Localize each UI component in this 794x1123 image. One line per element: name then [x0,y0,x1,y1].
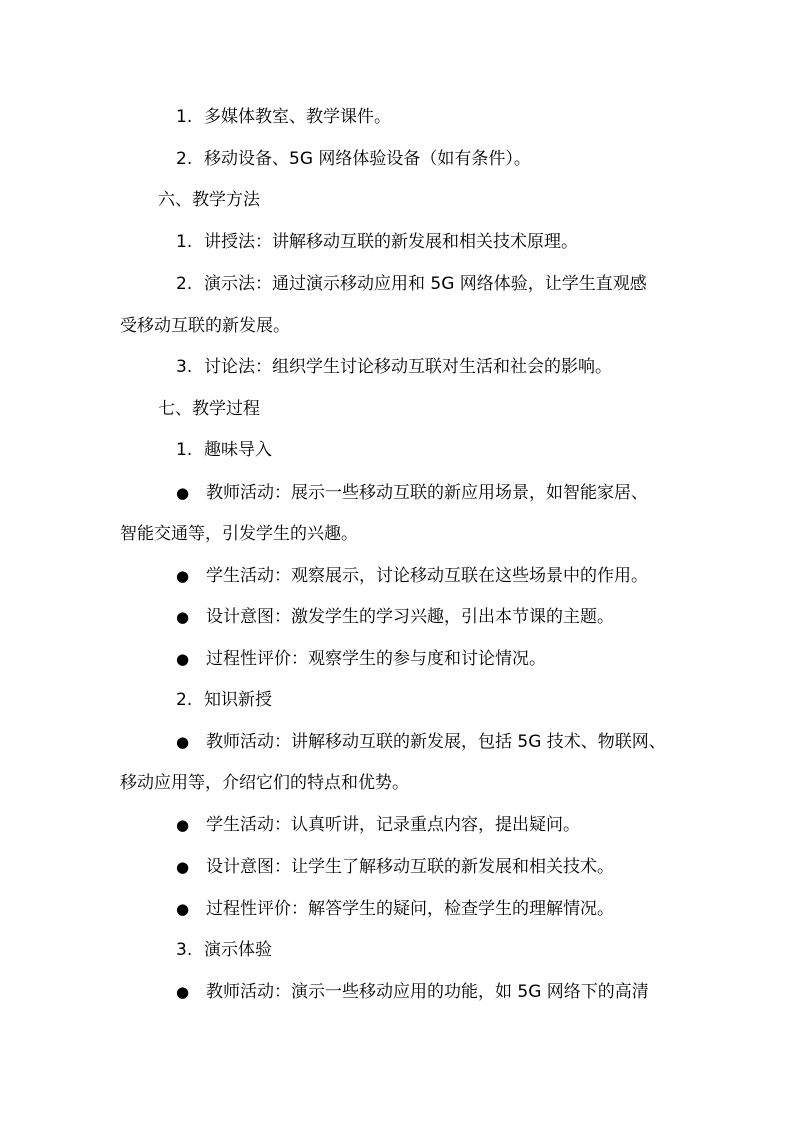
bullet-icon: ● [176,733,190,751]
bullet-icon: ● [176,608,190,626]
bullet-icon: ● [176,816,190,834]
item-number: 1. [176,440,193,460]
continuation-line: 移动应用等，介绍它们的特点和优势。 [120,773,409,793]
continuation-line: 受移动互联的新发展。 [120,316,290,336]
bullet-item [0,978,794,1006]
item-number: 3. [176,940,193,960]
list-item-process-3 [0,936,794,964]
bullet-item [0,853,794,881]
item-text: 多媒体教室、教学课件。 [204,107,391,127]
item-text: 知识新授 [204,690,272,710]
item-text: 教师活动：演示一些移动应用的功能，如 5G 网络下的高清 [206,982,649,1002]
item-text: 设计意图：让学生了解移动互联的新发展和相关技术。 [206,857,614,877]
list-item-method-3 [0,353,794,381]
item-text: 演示体验 [204,940,272,960]
section-heading-teaching-process: 七、教学过程 [158,399,260,419]
bullet-item [0,895,794,923]
bullet-item [0,728,794,756]
item-text: 演示法：通过演示移动应用和 5G 网络体验，让学生直观感 [204,274,647,294]
item-number: 2. [176,274,193,294]
list-item-process-1 [0,436,794,464]
item-text: 讲授法：讲解移动互联的新发展和相关技术原理。 [204,232,578,252]
bullet-icon: ● [176,983,190,1001]
bullet-item [0,479,794,507]
item-text: 学生活动：观察展示，讨论移动互联在这些场景中的作用。 [206,566,648,586]
bullet-item [0,645,794,673]
item-text: 教师活动：讲解移动互联的新发展，包括 5G 技术、物联网、 [206,732,666,752]
bullet-item [0,562,794,590]
item-text: 设计意图：激发学生的学习兴趣，引出本节课的主题。 [206,607,614,627]
list-item-process-2 [0,686,794,714]
section-heading-teaching-methods: 六、教学方法 [158,190,260,210]
item-text: 过程性评价：观察学生的参与度和讨论情况。 [206,649,546,669]
bullet-item [0,811,794,839]
item-number: 2. [176,149,193,169]
bullet-icon: ● [176,567,190,585]
list-item-method-1 [0,228,794,256]
list-item-equipment-1 [0,103,794,131]
item-text: 教师活动：展示一些移动互联的新应用场景，如智能家居、 [206,483,648,503]
bullet-icon: ● [176,484,190,502]
item-number: 1. [176,232,193,252]
continuation-line: 智能交通等，引发学生的兴趣。 [120,524,358,544]
item-text: 学生活动：认真听讲，记录重点内容，提出疑问。 [206,815,580,835]
item-number: 2. [176,690,193,710]
list-item-method-2 [0,270,794,298]
item-text: 过程性评价：解答学生的疑问，检查学生的理解情况。 [206,899,614,919]
bullet-item [0,603,794,631]
item-text: 移动设备、5G 网络体验设备（如有条件）。 [204,149,531,169]
bullet-icon: ● [176,650,190,668]
bullet-icon: ● [176,858,190,876]
list-item-equipment-2 [0,145,794,173]
bullet-icon: ● [176,900,190,918]
item-text: 趣味导入 [204,440,272,460]
item-text: 讨论法：组织学生讨论移动互联对生活和社会的影响。 [204,357,612,377]
item-number: 1. [176,107,193,127]
item-number: 3. [176,357,193,377]
